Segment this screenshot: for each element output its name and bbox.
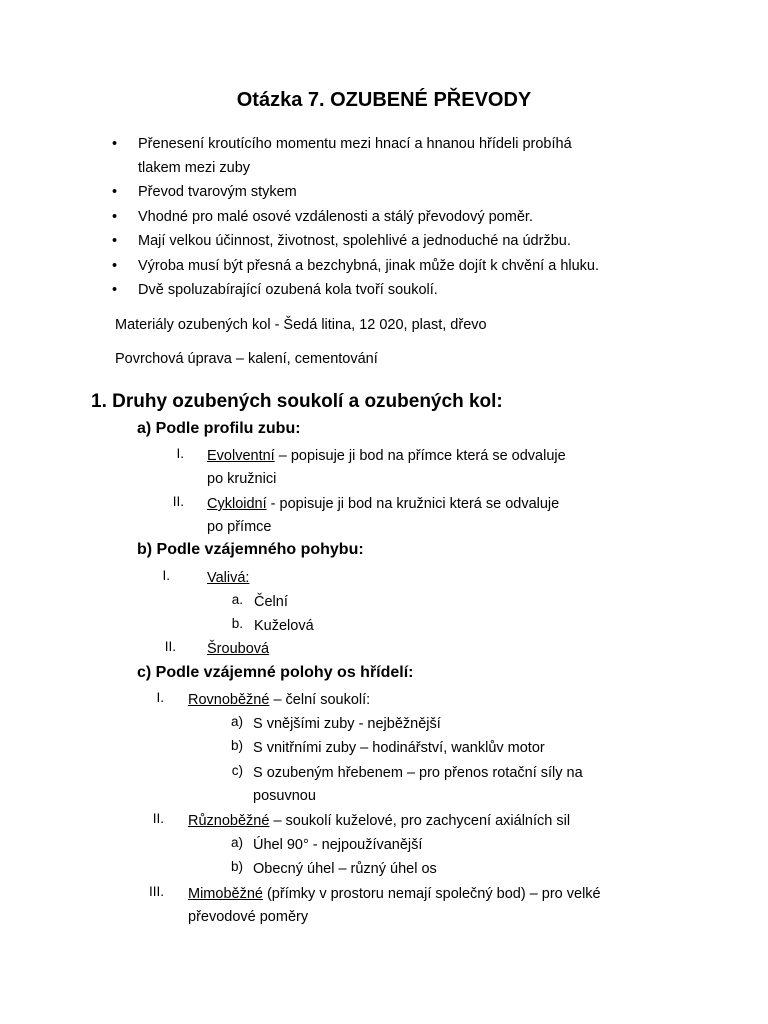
sub-item-text-continued: posuvnou: [253, 788, 316, 804]
section-heading: 1. Druhy ozubených soukolí a ozubených kol:: [91, 391, 503, 412]
subsection-heading-b: b) Podle vzájemného pohybu:: [137, 541, 364, 558]
item-text: – čelní soukolí:: [269, 692, 371, 708]
sub-item-letter: a.: [231, 592, 243, 607]
item-term: Různoběžné: [188, 813, 270, 829]
sub-item: [253, 762, 583, 808]
item-text-continued: po kružnici: [207, 471, 277, 487]
bullet-icon: •: [112, 184, 118, 200]
bullet-icon: •: [112, 209, 118, 225]
item-number: II.: [152, 811, 164, 826]
item-term: Šroubová: [207, 641, 270, 657]
sub-item-letter: b): [230, 738, 243, 753]
sub-item-letter: b.: [231, 616, 243, 631]
bullet-icon: •: [112, 258, 118, 274]
item-number: II.: [172, 494, 184, 509]
item-term: Cykloidní: [207, 496, 267, 512]
item-number: I.: [156, 690, 164, 705]
bullet-text: Výroba musí být přesná a bezchybná, jinak může dojít k chvění a hluku.: [138, 258, 600, 274]
sub-item-letter: c): [231, 763, 243, 778]
item-text-continued: po přímce: [207, 519, 272, 535]
sub-item: Kuželová: [254, 618, 314, 634]
item-text: - popisuje ji bod na kružnici která se odvaluje: [266, 496, 560, 512]
bullet-icon: •: [112, 282, 118, 298]
bullet-text: Přenesení kroutícího momentu mezi hnací a hnanou hřídeli probíhá: [138, 136, 572, 152]
sub-item: S vnějšími zuby - nejběžnější: [253, 716, 441, 732]
item-number: I.: [176, 446, 184, 461]
bullet-text-continued: tlakem mezi zuby: [138, 160, 251, 176]
surface-treatment-paragraph: Povrchová úprava – kalení, cementování: [115, 351, 378, 367]
item-term: Valivá:: [207, 570, 250, 586]
item-text: – soukolí kuželové, pro zachycení axiálních sil: [269, 813, 571, 829]
list-item: [188, 689, 370, 712]
list-item: [188, 883, 601, 929]
bullet-text: Vhodné pro malé osové vzdálenosti a stálý převodový poměr.: [138, 209, 533, 225]
bullet-icon: •: [112, 136, 118, 152]
item-number: III.: [148, 884, 164, 899]
item-text: (přímky v prostoru nemají společný bod) – pro velké: [262, 886, 601, 902]
item-text-continued: převodové poměry: [188, 909, 309, 925]
sub-item-text: S ozubeným hřebenem – pro přenos rotační síly na: [253, 765, 583, 781]
sub-item-letter: a): [230, 835, 243, 850]
item-number: II.: [164, 639, 176, 654]
item-text: – popisuje ji bod na přímce která se odvaluje: [274, 448, 566, 464]
sub-item: Obecný úhel – různý úhel os: [253, 861, 437, 877]
bullet-icon: •: [112, 233, 118, 249]
list-item: [188, 810, 570, 833]
item-term: Evolventní: [207, 448, 275, 464]
materials-paragraph: Materiály ozubených kol - Šedá litina, 12 020, plast, dřevo: [115, 317, 487, 333]
bullet-text: Dvě spoluzabírající ozubená kola tvoří soukolí.: [138, 282, 438, 298]
bullet-text: Převod tvarovým stykem: [138, 184, 297, 200]
sub-item: Čelní: [254, 594, 288, 610]
sub-item-letter: a): [230, 714, 243, 729]
item-term: Rovnoběžné: [188, 692, 270, 708]
subsection-heading-a: a) Podle profilu zubu:: [137, 420, 301, 437]
item-term: Mimoběžné: [188, 886, 263, 902]
sub-item: S vnitřními zuby – hodinářství, wanklův motor: [253, 740, 545, 756]
document-title: Otázka 7. OZUBENÉ PŘEVODY: [236, 89, 532, 111]
list-item: [207, 445, 566, 491]
sub-item-letter: b): [230, 859, 243, 874]
bullet-text: Mají velkou účinnost, životnost, spolehlivé a jednoduché na údržbu.: [138, 233, 571, 249]
sub-item: Úhel 90° - nejpoužívanější: [253, 837, 423, 853]
subsection-heading-c: c) Podle vzájemné polohy os hřídelí:: [137, 664, 414, 681]
item-number: I.: [162, 568, 170, 583]
list-item: [207, 493, 559, 539]
